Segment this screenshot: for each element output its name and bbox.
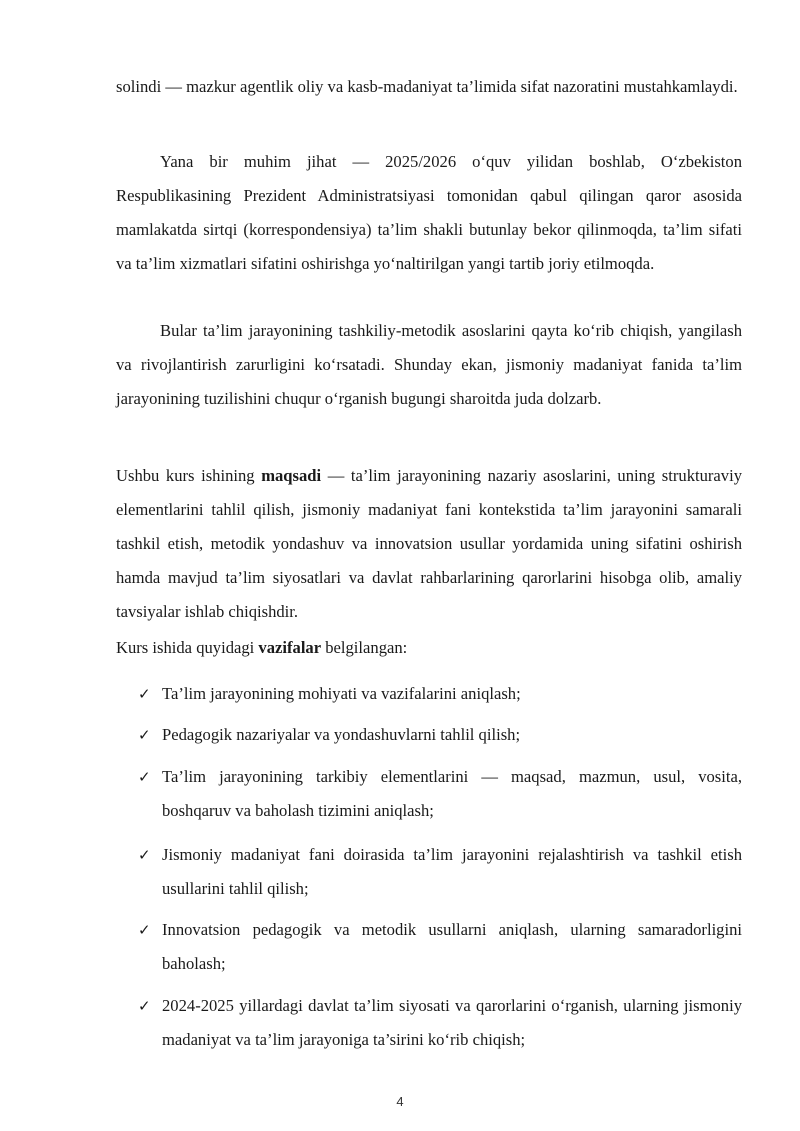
check-mark-icon: ✓ — [138, 685, 151, 703]
task-list-item — [138, 838, 742, 906]
paragraph-goal — [116, 459, 742, 629]
goal-body-text: — ta’lim jarayonining nazariy asoslarini, uning strukturaviy elementlarini tahlil qilish, jismoniy madaniyat fani kontekstida ta’lim jarayonini samarali tashkil etish, metodik yondashuv va innovatsion usullar yordamida uning sifatini oshirish hamda mavjud ta’lim siyosatlari va davlat rahbarlarining qarorlarini hisobga olib, amaliy tavsiyalar ishlab chiqishdir. — [116, 466, 742, 621]
check-mark-icon: ✓ — [138, 997, 151, 1015]
task-list-item — [138, 677, 742, 711]
tasks-intro-tail: belgilangan: — [321, 638, 408, 657]
check-mark-icon: ✓ — [138, 768, 151, 786]
goal-keyword: maqsadi — [261, 466, 322, 485]
task-text: 2024-2025 yillardagi davlat ta’lim siyosati va qarorlarini o‘rganish, ularning jismoniy madaniyat va ta’lim jarayoniga ta’sirini ko‘rib chiqish; — [162, 996, 742, 1049]
check-mark-icon: ✓ — [138, 846, 151, 864]
task-text: Pedagogik nazariyalar va yondashuvlarni tahlil qilish; — [162, 725, 521, 744]
paragraph-continuation: solindi — mazkur agentlik oliy va kasb-madaniyat ta’limida sifat nazoratini mustahkamlaydi. — [116, 77, 738, 96]
paragraph-relevance: Bular ta’lim jarayonining tashkiliy-metodik asoslarini qayta ko‘rib chiqish, yangilash va rivojlantirish zarurligini ko‘rsatadi. Shunday ekan, jismoniy madaniyat fanida ta’lim jarayonining tuzilishini chuqur o‘rganish bugungi sharoitda juda dolzarb. — [116, 321, 742, 408]
task-list-item — [138, 913, 742, 981]
task-list-item — [138, 718, 742, 752]
goal-intro-text: Ushbu kurs ishining — [116, 466, 262, 485]
task-text: Ta’lim jarayonining mohiyati va vazifalarini aniqlash; — [162, 684, 521, 703]
tasks-intro-text: Kurs ishida quyidagi — [116, 638, 259, 657]
check-mark-icon: ✓ — [138, 726, 151, 744]
task-text: Innovatsion pedagogik va metodik usullarni aniqlash, ularning samaradorligini baholash; — [162, 920, 742, 973]
task-list-item — [138, 989, 742, 1057]
page-number: 4 — [396, 1094, 404, 1109]
task-text: Ta’lim jarayonining tarkibiy elementlarini — maqsad, mazmun, usul, vosita, boshqaruv va baholash tizimini aniqlash; — [162, 767, 742, 820]
paragraph-distance-learning: Yana bir muhim jihat — 2025/2026 o‘quv yilidan boshlab, O‘zbekiston Respublikasining Prezident Administratsiyasi tomonidan qabul qilingan qaror asosida mamlakatda sirtqi (korrespondensiya) ta’lim shakli butunlay bekor qilinmoqda, ta’lim sifati va ta’lim xizmatlari sifatini oshirishga yo‘naltirilgan yangi tartib joriy etilmoqda. — [116, 152, 742, 273]
task-list-item — [138, 760, 742, 828]
paragraph-tasks-intro — [116, 631, 742, 665]
tasks-keyword: vazifalar — [258, 638, 322, 657]
task-text: Jismoniy madaniyat fani doirasida ta’lim jarayonini rejalashtirish va tashkil etish usullarini tahlil qilish; — [162, 845, 742, 898]
check-mark-icon: ✓ — [138, 921, 151, 939]
